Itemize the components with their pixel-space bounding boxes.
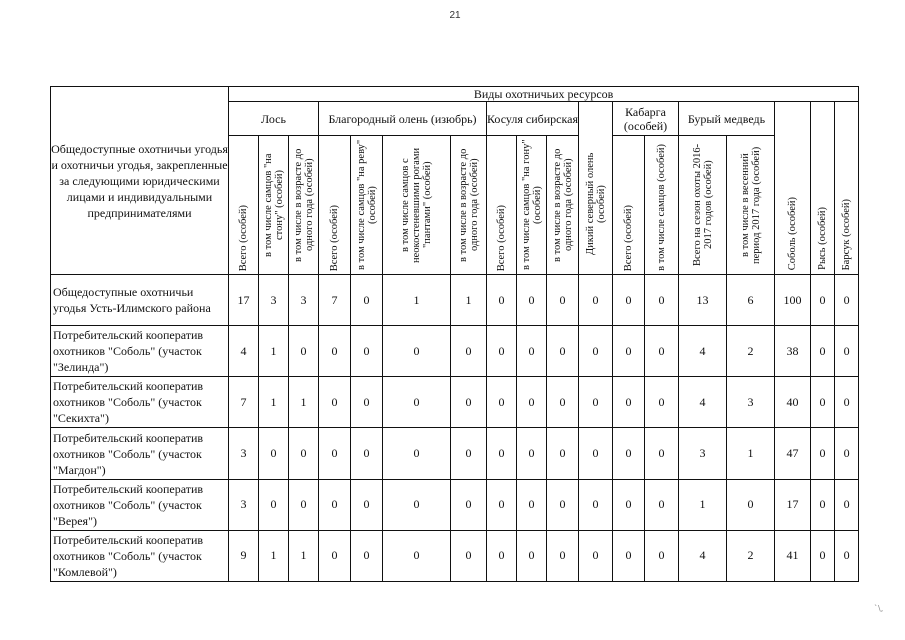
- table-cell: 0: [451, 377, 487, 428]
- table-cell: 0: [451, 428, 487, 479]
- table-cell: 0: [613, 479, 645, 530]
- table-cell: 0: [383, 530, 451, 581]
- table-cell: 0: [547, 275, 579, 326]
- table-cell: 2: [727, 326, 775, 377]
- table-cell: 0: [351, 275, 383, 326]
- scan-mark: `\,: [874, 604, 884, 613]
- page-number: 21: [449, 10, 461, 21]
- table-cell: 0: [517, 275, 547, 326]
- col-header-roe-males: в том числе самцов "на гону" (особей): [517, 136, 547, 275]
- table-cell: 3: [229, 428, 259, 479]
- table-cell: 4: [229, 326, 259, 377]
- table-cell: 0: [259, 428, 289, 479]
- table-cell: 0: [319, 428, 351, 479]
- table-cell: 9: [229, 530, 259, 581]
- table-cell: 0: [487, 479, 517, 530]
- table-cell: 3: [259, 275, 289, 326]
- col-header-red-deer-antlers: в том числе самцов с неокостеневшими рогами "пантами" (особей): [383, 136, 451, 275]
- table-cell: 0: [645, 530, 679, 581]
- table-cell: 0: [319, 530, 351, 581]
- table-cell: 0: [579, 479, 613, 530]
- col-header-red-deer-young: в том числе в возрасте до одного года (особей): [451, 136, 487, 275]
- table-cell: 0: [579, 377, 613, 428]
- table-cell: 3: [289, 275, 319, 326]
- table-cell: 0: [351, 479, 383, 530]
- group-header-brown-bear: Бурый медведь: [679, 102, 775, 136]
- group-header-roe-deer: Косуля сибирская: [487, 102, 579, 136]
- table-cell: 0: [517, 377, 547, 428]
- table-cell: 0: [835, 275, 859, 326]
- table-cell: 7: [229, 377, 259, 428]
- table-cell: 47: [775, 428, 811, 479]
- table-cell: 0: [487, 377, 517, 428]
- table-row: [51, 479, 859, 530]
- table-cell: 0: [451, 479, 487, 530]
- table-cell: 0: [811, 428, 835, 479]
- table-cell: 0: [451, 326, 487, 377]
- table-cell: 13: [679, 275, 727, 326]
- table-cell: 0: [645, 326, 679, 377]
- table-cell: 1: [259, 530, 289, 581]
- row-name: Потребительский кооператив охотников "Соболь" (участок "Зелинда"): [51, 326, 229, 377]
- table-cell: 0: [835, 428, 859, 479]
- table-row: [51, 275, 859, 326]
- table-cell: 40: [775, 377, 811, 428]
- table-row: [51, 530, 859, 581]
- table-cell: 1: [289, 530, 319, 581]
- table-cell: 1: [451, 275, 487, 326]
- col-header-sable: Соболь (особей): [775, 102, 811, 275]
- col-header-moose-young: в том числе в возрасте до одного года (особей): [289, 136, 319, 275]
- table-cell: 1: [259, 377, 289, 428]
- table-cell: 0: [517, 428, 547, 479]
- table-cell: 0: [517, 326, 547, 377]
- table-cell: 0: [319, 479, 351, 530]
- table-cell: 0: [289, 479, 319, 530]
- table-cell: 17: [229, 275, 259, 326]
- table-cell: 0: [613, 275, 645, 326]
- table-cell: 4: [679, 530, 727, 581]
- table-cell: 0: [351, 326, 383, 377]
- table-cell: 0: [547, 326, 579, 377]
- table-cell: 0: [319, 326, 351, 377]
- table-cell: 0: [835, 479, 859, 530]
- table-cell: 0: [613, 326, 645, 377]
- table-cell: 0: [547, 428, 579, 479]
- table-cell: 0: [835, 326, 859, 377]
- col-header-musk-males: в том числе самцов (особей): [645, 136, 679, 275]
- table-cell: 38: [775, 326, 811, 377]
- table-cell: 0: [259, 479, 289, 530]
- table-row: [51, 428, 859, 479]
- table-cell: 0: [547, 377, 579, 428]
- table-cell: 0: [383, 428, 451, 479]
- table-cell: 0: [645, 428, 679, 479]
- col-header-reindeer: Дикий северный олень (особей): [579, 102, 613, 275]
- col-header-roe-total: Всего (особей): [487, 136, 517, 275]
- table-cell: 0: [517, 479, 547, 530]
- col-header-bear-spring: в том числе в весенний период 2017 года (особей): [727, 136, 775, 275]
- table-cell: 0: [487, 428, 517, 479]
- table-cell: 0: [351, 530, 383, 581]
- table-cell: 0: [579, 275, 613, 326]
- table-row: [51, 326, 859, 377]
- table-cell: 0: [351, 377, 383, 428]
- table-body: [51, 275, 859, 582]
- table-cell: 2: [727, 530, 775, 581]
- group-header-musk-deer: Кабарга (особей): [613, 102, 679, 136]
- table-cell: 7: [319, 275, 351, 326]
- table-cell: 0: [811, 479, 835, 530]
- table-cell: 3: [229, 479, 259, 530]
- col-header-bear-season: Всего на сезон охоты 2016-2017 годов (особей): [679, 136, 727, 275]
- row-name: Потребительский кооператив охотников "Соболь" (участок "Секихта"): [51, 377, 229, 428]
- col-header-red-deer-total: Всего (особей): [319, 136, 351, 275]
- table-cell: 4: [679, 326, 727, 377]
- col-header-red-deer-males: в том числе самцов "на реву" (особей): [351, 136, 383, 275]
- table-cell: 3: [679, 428, 727, 479]
- table-cell: 17: [775, 479, 811, 530]
- table-cell: 4: [679, 377, 727, 428]
- table-cell: 0: [645, 479, 679, 530]
- table-cell: 1: [259, 326, 289, 377]
- table-cell: 0: [645, 275, 679, 326]
- table-cell: 0: [811, 530, 835, 581]
- hunting-resources-table: [50, 86, 859, 582]
- table-cell: 3: [727, 377, 775, 428]
- resources-title: Виды охотничьих ресурсов: [229, 87, 859, 102]
- table-cell: 0: [835, 377, 859, 428]
- table-cell: 1: [383, 275, 451, 326]
- col-header-musk-total: Всего (особей): [613, 136, 645, 275]
- row-name: Потребительский кооператив охотников "Соболь" (участок "Верея"): [51, 479, 229, 530]
- group-header-red-deer: Благородный олень (изюбрь): [319, 102, 487, 136]
- table-cell: 0: [811, 377, 835, 428]
- table-cell: 0: [383, 479, 451, 530]
- row-name: Общедоступные охотничьи угодья Усть-Илимского района: [51, 275, 229, 326]
- table-cell: 0: [727, 479, 775, 530]
- table-cell: 0: [579, 326, 613, 377]
- col-header-moose-males: в том числе самцов "на стону" (особей): [259, 136, 289, 275]
- table-cell: 0: [811, 275, 835, 326]
- col-header-roe-young: в том числе в возрасте до одного года (особей): [547, 136, 579, 275]
- table-cell: 0: [579, 428, 613, 479]
- table-cell: 0: [351, 428, 383, 479]
- row-label-header: Общедоступные охотничьи угодья и охотничьи угодья, закрепленные за следующими юридическими лицами и индивидуальными предпринимателями: [51, 87, 229, 275]
- table-cell: 0: [487, 275, 517, 326]
- table-cell: 0: [517, 530, 547, 581]
- table-cell: 0: [613, 530, 645, 581]
- table-cell: 6: [727, 275, 775, 326]
- table-cell: 100: [775, 275, 811, 326]
- row-name: Потребительский кооператив охотников "Соболь" (участок "Магдон"): [51, 428, 229, 479]
- table-cell: 1: [679, 479, 727, 530]
- table-cell: 0: [487, 326, 517, 377]
- table-cell: 0: [289, 326, 319, 377]
- table-cell: 41: [775, 530, 811, 581]
- table-cell: 0: [487, 530, 517, 581]
- table-cell: 0: [811, 326, 835, 377]
- table-cell: 0: [547, 530, 579, 581]
- table-cell: 1: [289, 377, 319, 428]
- table-cell: 0: [645, 377, 679, 428]
- table-cell: 0: [547, 479, 579, 530]
- table-cell: 0: [451, 530, 487, 581]
- table-cell: 0: [289, 428, 319, 479]
- table-cell: 0: [613, 377, 645, 428]
- table-row: [51, 377, 859, 428]
- table-cell: 0: [579, 530, 613, 581]
- row-name: Потребительский кооператив охотников "Соболь" (участок "Комлевой"): [51, 530, 229, 581]
- col-header-badger: Барсук (особей): [835, 102, 859, 275]
- table-cell: 0: [613, 428, 645, 479]
- table-cell: 1: [727, 428, 775, 479]
- table-cell: 0: [319, 377, 351, 428]
- group-header-moose: Лось: [229, 102, 319, 136]
- table-cell: 0: [835, 530, 859, 581]
- table-cell: 0: [383, 377, 451, 428]
- table-cell: 0: [383, 326, 451, 377]
- col-header-moose-total: Всего (особей): [229, 136, 259, 275]
- col-header-lynx: Рысь (особей): [811, 102, 835, 275]
